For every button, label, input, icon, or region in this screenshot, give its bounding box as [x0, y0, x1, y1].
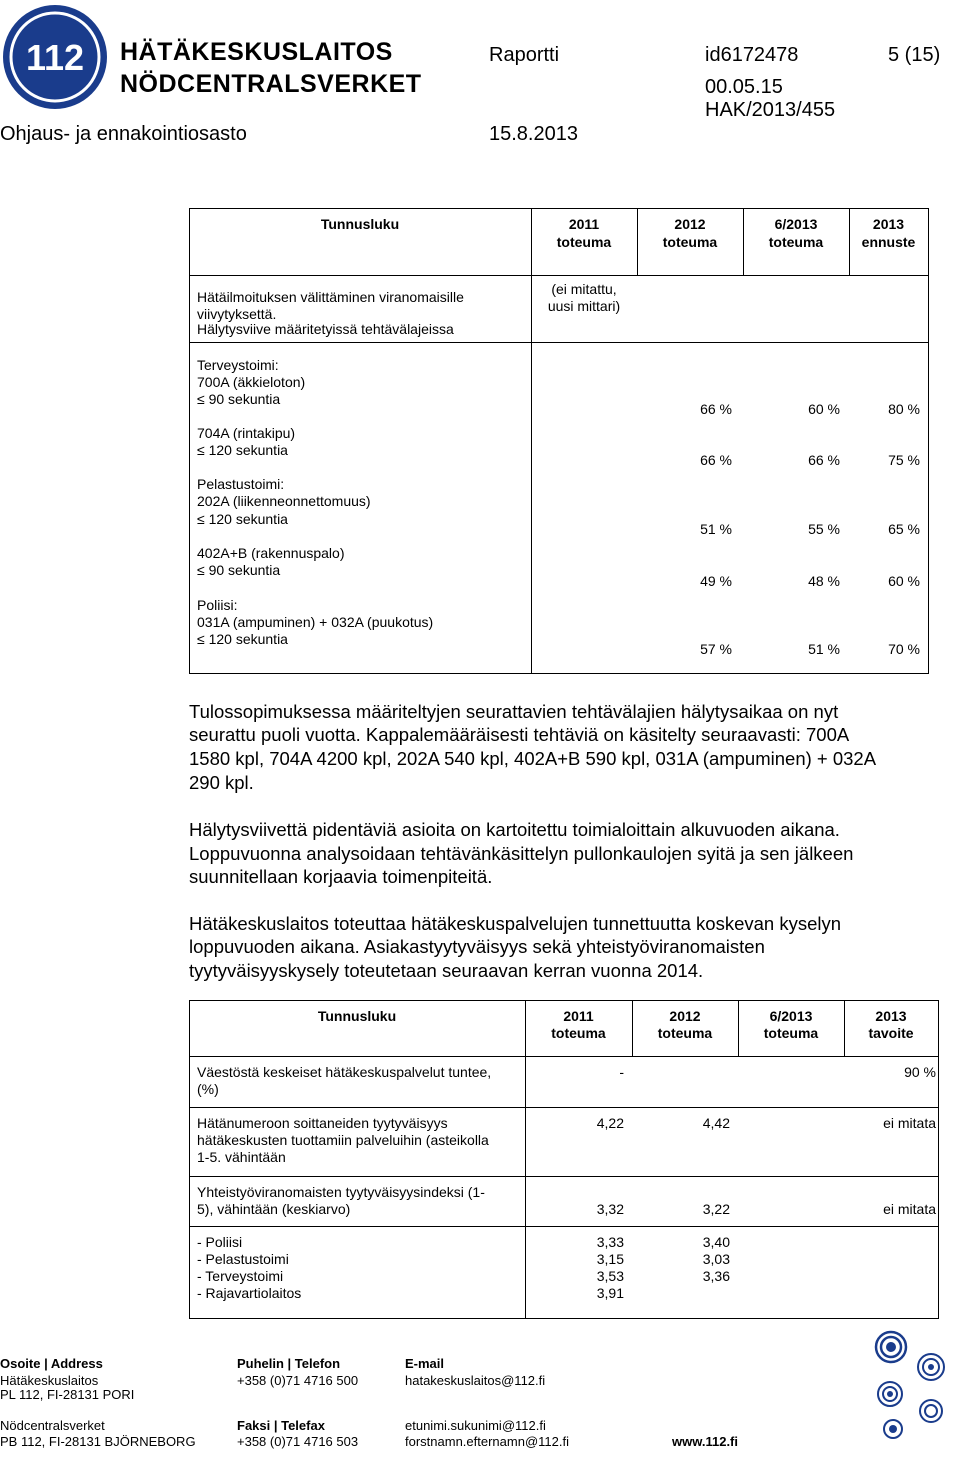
t1-header-2013-sub: ennuste: [861, 234, 916, 250]
t1-val-402a-2013: 60 %: [888, 573, 920, 589]
t1-row1-line1: Hätäilmoituksen välittäminen viranomaisille: [197, 289, 464, 305]
t2-row4-poliisi-2012: 3,33: [596, 1234, 624, 1250]
paragraph-1-line: Tulossopimuksessa määriteltyjen seurattavien tehtävälajien hälytysaikaa on nyt: [189, 701, 839, 722]
footer-fax-heading: Faksi | Telefax: [237, 1418, 325, 1433]
t1-val-402a-2012: 49 %: [700, 573, 732, 589]
t1-val-031a-6-2013: 51 %: [808, 641, 840, 657]
t2-row2-2011: 4,22: [596, 1115, 624, 1131]
t2-row3-2012: 3,32: [596, 1201, 624, 1217]
paragraph-1-line: seurattu puoli vuotta. Kappalemääräisesti tehtäviä on käsitelty seuraavasti: 700A: [189, 724, 850, 745]
t1-label-402a-limit: ≤ 90 sekuntia: [197, 562, 281, 578]
t1-header-2012-sub: toteuma: [662, 234, 718, 250]
t2-row4-pelastustoimi-2012: 3,15: [596, 1251, 624, 1267]
concentric-circles-icon: [882, 1418, 904, 1440]
t2-row4-label-rajavartiolaitos: - Rajavartiolaitos: [197, 1285, 302, 1301]
t1-header-2011-sub: toteuma: [556, 234, 612, 250]
t2-row4-label-pelastustoimi: - Pelastustoimi: [197, 1251, 289, 1267]
footer-email-pattern-fi: etunimi.sukunimi@112.fi: [405, 1418, 546, 1433]
concentric-circles-icon: [916, 1352, 946, 1382]
t1-val-031a-2013: 70 %: [888, 641, 920, 657]
footer-email-pattern-sv: forstnamn.efternamn@112.fi: [405, 1434, 569, 1449]
t2-row3-label1: Yhteistyöviranomaisten tyytyväisyysindeksi (1-: [197, 1184, 485, 1200]
t1-row1-line2: viivytyksettä.: [197, 306, 277, 322]
t2-header-2011: 2011: [563, 1008, 594, 1024]
t2-row4-rajavartiolaitos-2012: 3,91: [596, 1285, 624, 1301]
footer-phone: +358 (0)71 4716 500: [237, 1373, 359, 1388]
t2-header-6-2013: 6/2013: [769, 1008, 813, 1024]
footer-email[interactable]: hatakeskuslaitos@112.fi: [405, 1373, 546, 1388]
department: Ohjaus- ja ennakointiosasto: [0, 123, 247, 145]
t2-row1-label1: Väestöstä keskeiset hätäkeskuspalvelut tuntee,: [197, 1064, 492, 1080]
t2-header-2012: 2012: [669, 1008, 701, 1024]
concentric-circles-icon: [874, 1330, 908, 1364]
t1-row1-line3: Hälytysviive määritetyissä tehtävälajeissa: [197, 321, 454, 337]
case-number: HAK/2013/455: [705, 99, 836, 121]
paragraph-3-line: Hätäkeskuslaitos toteuttaa hätäkeskuspalvelujen tunnettuutta koskevan kyselyn: [189, 913, 842, 934]
t1-label-402a: 402A+B (rakennuspalo): [197, 545, 345, 561]
t2-header-tunnusluku: Tunnusluku: [317, 1008, 397, 1024]
t2-row4-terveystoimi-2012: 3,53: [596, 1268, 624, 1284]
t1-val-700a-2013: 80 %: [888, 401, 920, 417]
t1-label-202a-limit: ≤ 120 sekuntia: [197, 511, 288, 527]
t2-row2-label2: hätäkeskusten tuottamiin palveluihin (asteikolla: [197, 1132, 489, 1148]
paragraph-3-line: loppuvuoden aikana. Asiakastyytyväisyys sekä yhteistyöviranomaisten: [189, 936, 765, 957]
t1-val-402a-6-2013: 48 %: [808, 573, 840, 589]
t2-row2-label1: Hätänumeroon soittaneiden tyytyväisyys: [197, 1115, 448, 1131]
footer-address-sv-name: Nödcentralsverket: [0, 1418, 105, 1433]
t1-val-704a-2013: 75 %: [888, 452, 920, 468]
t2-row2-2012: 4,42: [702, 1115, 730, 1131]
t1-label-poliisi: Poliisi:: [197, 597, 238, 613]
t2-header-6-2013-sub: toteuma: [763, 1025, 819, 1041]
t1-label-031a: 031A (ampuminen) + 032A (puukotus): [197, 614, 434, 630]
t1-label-pelastustoimi: Pelastustoimi:: [197, 476, 285, 492]
concentric-circles-icon: [876, 1380, 904, 1408]
t1-val-031a-2012: 57 %: [700, 641, 732, 657]
footer-address-sv: PB 112, FI-28131 BJÖRNEBORG: [0, 1434, 196, 1449]
t1-header-2012: 2012: [674, 216, 706, 232]
t2-header-2012-sub: toteuma: [657, 1025, 713, 1041]
t1-val-704a-6-2013: 66 %: [808, 452, 840, 468]
paragraph-2-line: Hälytysviivettä pidentäviä asioita on kartoitettu toimialoittain alkuvuoden aikana.: [189, 819, 840, 840]
t1-val-700a-6-2013: 60 %: [808, 401, 840, 417]
footer-address-heading: Osoite | Address: [0, 1356, 103, 1371]
footer-address-fi-name: Hätäkeskuslaitos: [0, 1373, 99, 1388]
page-number: 5 (15): [888, 44, 941, 66]
paragraph-1-line: 1580 kpl, 704A 4200 kpl, 202A 540 kpl, 402A+B 590 kpl, 031A (ampuminen) + 032A: [189, 748, 877, 769]
t2-header-2013-sub: tavoite: [868, 1025, 914, 1041]
t1-val-700a-2012: 66 %: [700, 401, 732, 417]
t1-header-tunnusluku: Tunnusluku: [320, 216, 400, 232]
concentric-circles-icon: [918, 1398, 944, 1424]
t1-header-6-2013-sub: toteuma: [768, 234, 824, 250]
t2-row1-label2: (%): [197, 1081, 219, 1097]
t2-row4-label-terveystoimi: - Terveystoimi: [197, 1268, 284, 1284]
t1-label-704a-limit: ≤ 120 sekuntia: [197, 442, 288, 458]
t1-header-2011: 2011: [568, 216, 600, 232]
footer-website[interactable]: www.112.fi: [672, 1434, 738, 1449]
paragraph-3-line: tyytyväisyyskysely toteutetaan seuraavan kerran vuonna 2014.: [189, 960, 704, 981]
footer-phone-heading: Puhelin | Telefon: [237, 1356, 341, 1371]
t1-row1-note1: (ei mitattu,: [551, 281, 617, 297]
t1-header-6-2013: 6/2013: [774, 216, 818, 232]
t1-label-704a: 704A (rintakipu): [197, 425, 296, 441]
t2-row1-2011: -: [619, 1064, 624, 1080]
date-code: 00.05.15: [705, 76, 783, 98]
t1-label-700a-limit: ≤ 90 sekuntia: [197, 391, 281, 407]
t1-row1-note2: uusi mittari): [547, 298, 621, 314]
t1-label-terveystoimi: Terveystoimi:: [197, 357, 279, 373]
paragraph-1-line: 290 kpl.: [189, 772, 254, 793]
t2-header-2013: 2013: [875, 1008, 907, 1024]
org-name-sv: NÖDCENTRALSVERKET: [120, 70, 422, 98]
t2-row4-terveystoimi-6-2013: 3,36: [702, 1268, 730, 1284]
t2-row3-2013: ei mitata: [883, 1201, 936, 1217]
hatakeskuslaitos-logo-icon: [0, 2, 110, 112]
t1-val-202a-2012: 51 %: [700, 521, 732, 537]
t1-label-202a: 202A (liikenneonnettomuus): [197, 493, 371, 509]
t1-label-031a-limit: ≤ 120 sekuntia: [197, 631, 288, 647]
t1-val-202a-6-2013: 55 %: [808, 521, 840, 537]
footer-address-fi: PL 112, FI-28131 PORI: [0, 1387, 135, 1402]
document-date: 15.8.2013: [489, 123, 578, 145]
t2-row2-label3: 1-5. vähintään: [197, 1149, 286, 1165]
footer-email-heading: E-mail: [405, 1356, 445, 1371]
t2-row4-pelastustoimi-6-2013: 3,03: [702, 1251, 730, 1267]
footer-fax: +358 (0)71 4716 503: [237, 1434, 359, 1449]
paragraph-2-line: Loppuvuonna analysoidaan tehtävänkäsittelyn pullonkaulojen syitä ja sen jälkeen: [189, 843, 854, 864]
logo-number: 112: [25, 37, 85, 78]
t2-row3-label2: 5), vähintään (keskiarvo): [197, 1201, 351, 1217]
t1-header-2013: 2013: [872, 216, 905, 232]
t1-val-704a-2012: 66 %: [700, 452, 732, 468]
t2-row3-6-2013: 3,22: [702, 1201, 730, 1217]
t2-row4-poliisi-6-2013: 3,40: [702, 1234, 730, 1250]
t2-row2-2013: ei mitata: [883, 1115, 936, 1131]
doc-id: id6172478: [705, 44, 799, 66]
paragraph-2-line: suunnitellaan korjaavia toimenpiteitä.: [189, 866, 493, 887]
t1-val-202a-2013: 65 %: [888, 521, 920, 537]
t1-label-700a: 700A (äkkieloton): [197, 374, 306, 390]
t2-header-2011-sub: toteuma: [551, 1025, 606, 1041]
t2-row1-2013: 90 %: [904, 1064, 936, 1080]
t2-row4-label-poliisi: - Poliisi: [197, 1234, 243, 1250]
report-label: Raportti: [489, 44, 560, 66]
org-name-fi: HÄTÄKESKUSLAITOS: [120, 38, 393, 66]
